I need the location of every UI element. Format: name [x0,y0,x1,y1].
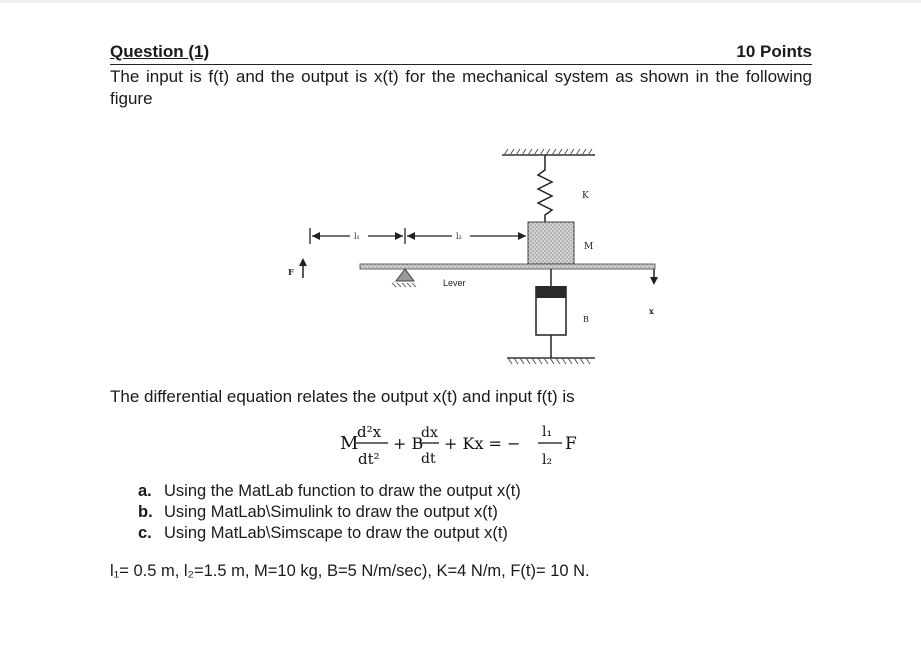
label-lever: Lever [443,278,466,288]
eq-m: M [340,433,359,454]
task-item [138,481,521,502]
eq-dt2: dt² [358,450,380,468]
eq-dx: dx [421,425,438,441]
eq-plus-b: + B [393,434,424,453]
task-text: Using the MatLab function to draw the output x(t) [164,482,521,500]
lever-pivot [396,269,414,281]
label-l2: l₂ [456,232,462,241]
eq-f: F [565,434,577,454]
eq-plus-kx: + Kx = − [444,434,521,453]
damper-b [536,269,566,358]
eq-l2: l₂ [542,452,553,468]
task-item [138,523,521,544]
label-f: F [288,267,294,277]
eq-l1: l₁ [542,424,553,440]
task-label: b. [138,503,153,521]
floor-ground [507,358,595,364]
question-title: Question (1) [110,42,210,61]
task-text: Using MatLab\Simulink to draw the output x(t) [164,503,498,521]
force-arrow [299,258,307,266]
label-k: K [582,191,589,201]
differential-equation [340,414,640,474]
parameters-line: l₁= 0.5 m, l₂=1.5 m, M=10 kg, B=5 N/m/sec), K=4 N/m, F(t)= 10 N. [110,562,590,580]
label-b: B [583,315,589,324]
task-text: Using MatLab\Simscape to draw the output x(t) [164,524,508,542]
mass-block [528,222,574,264]
task-item [138,502,521,523]
equation-intro: The differential equation relates the output x(t) and input f(t) is [110,387,575,406]
question-header [110,42,812,65]
question-points: 10 Points [736,42,812,61]
task-label: a. [138,482,152,500]
mechanical-system-figure [270,140,670,380]
eq-d2x: d²x [357,423,382,441]
page-top-edge [0,0,921,3]
task-list [138,481,521,544]
label-m: M [584,242,594,252]
eq-dt: dt [421,451,436,467]
lever-bar [360,264,655,269]
output-arrow [650,277,658,285]
label-x: x [649,306,654,316]
task-label: c. [138,524,152,542]
ceiling-ground [502,149,595,155]
spring-k [538,155,552,225]
label-l1: l₁ [354,232,360,241]
question-intro: The input is f(t) and the output is x(t) for the mechanical system as shown in the following figure [110,67,812,108]
